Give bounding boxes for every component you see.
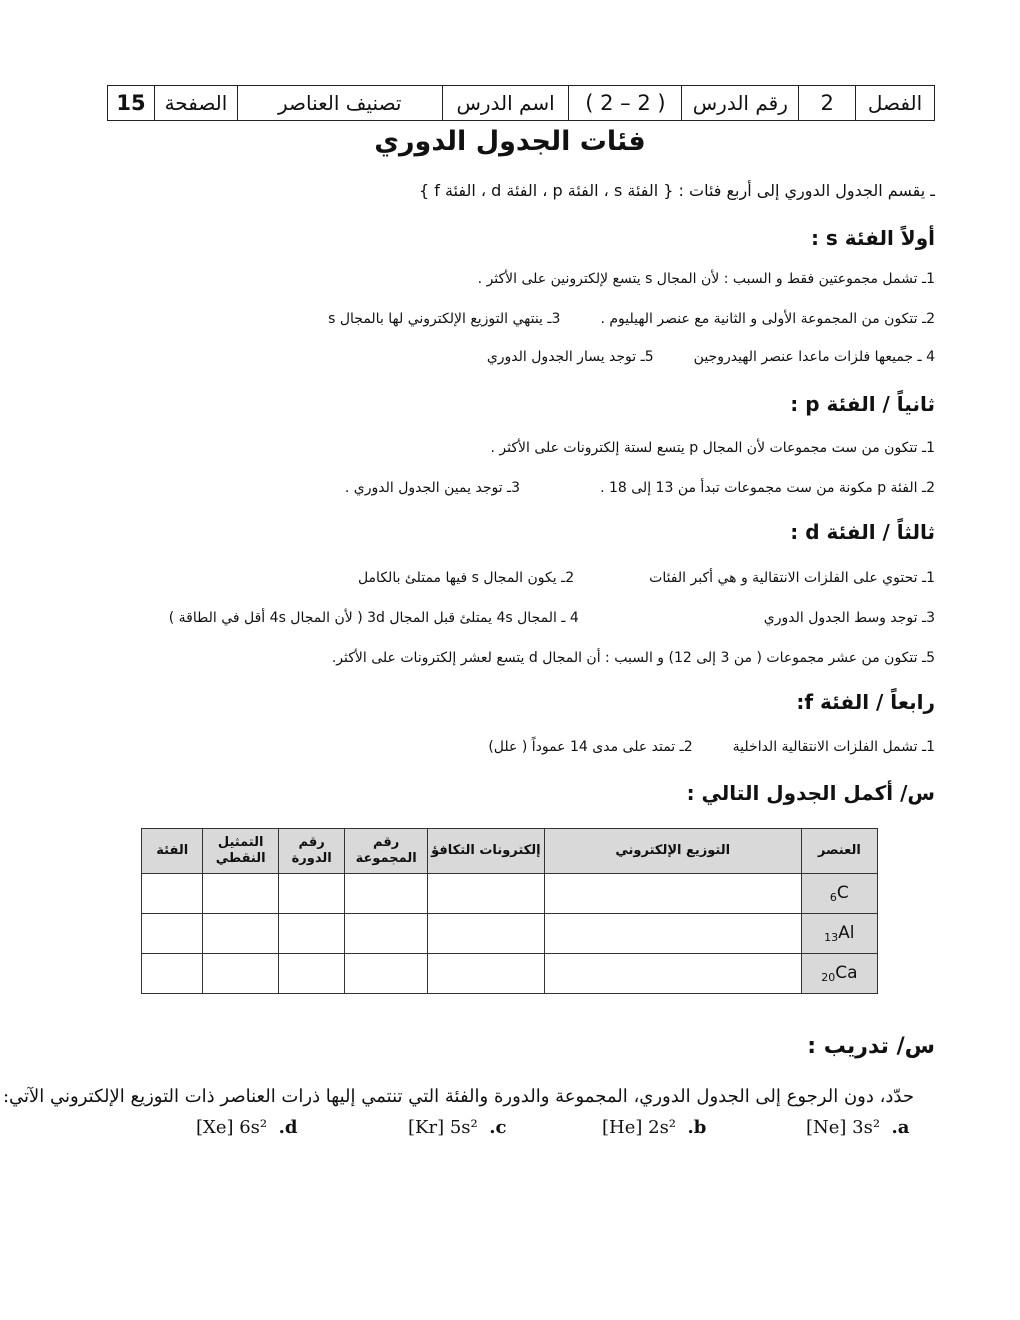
answer-cell[interactable] <box>142 914 203 954</box>
table-row <box>142 914 878 954</box>
option-d: [Xe] 6s² .d <box>196 1117 298 1138</box>
answer-cell[interactable] <box>345 874 428 914</box>
p-line-2b: 3ـ توجد يمين الجدول الدوري . <box>344 480 521 496</box>
lesson-number-value: ( 2 – 2 ) <box>569 86 682 121</box>
page-label: الصفحة <box>154 86 237 121</box>
page-number: 15 <box>108 86 155 121</box>
section-p-heading: ثانياً / الفئة p : <box>790 392 935 416</box>
lesson-name-value: تصنيف العناصر <box>237 86 442 121</box>
d-line-1 <box>358 570 935 586</box>
lesson-header-table <box>107 85 935 121</box>
p-line-2a: 2ـ الفئة p مكونة من ست مجموعات تبدأ من 13 إلى 18 . <box>600 480 935 496</box>
d-line-2b: 4 ـ المجال 4s يمتلئ قبل المجال 3d ( لأن المجال 4s أقل في الطاقة ) <box>168 610 579 626</box>
section-d-heading: ثالثاً / الفئة d : <box>790 520 935 544</box>
answer-cell[interactable] <box>203 954 278 994</box>
section-s-heading: أولاً الفئة s : <box>810 226 935 250</box>
answer-cell[interactable] <box>278 914 344 954</box>
table-header-row <box>142 829 878 874</box>
answer-cell[interactable] <box>345 954 428 994</box>
answer-cell[interactable] <box>427 914 544 954</box>
header-group: رقم المجموعة <box>345 829 428 874</box>
f-line-1 <box>488 739 935 755</box>
f-line-1b: 2ـ تمتد على مدى 14 عموداً ( علل) <box>488 739 693 755</box>
d-line-1b: 2ـ يكون المجال s فيها ممتلئ بالكامل <box>357 570 575 586</box>
option-b: [He] 2s² .b <box>602 1117 707 1138</box>
s-line-2a: 2ـ تتكون من المجموعة الأولى و الثانية مع عنصر الهيليوم . <box>600 311 935 327</box>
header-period: رقم الدورة <box>278 829 344 874</box>
s-line-3b: 5ـ توجد يسار الجدول الدوري <box>486 349 654 365</box>
answer-cell[interactable] <box>427 874 544 914</box>
s-line-2 <box>328 311 935 327</box>
header-valence: إلكترونات التكافؤ <box>427 829 544 874</box>
answer-cell[interactable] <box>203 914 278 954</box>
answer-cell[interactable] <box>278 874 344 914</box>
training-options <box>0 1117 1020 1143</box>
answer-cell[interactable] <box>142 874 203 914</box>
lesson-number-label: رقم الدرس <box>682 86 799 121</box>
answer-cell[interactable] <box>427 954 544 994</box>
chapter-value: 2 <box>799 86 856 121</box>
table-row <box>142 954 878 994</box>
d-line-2a: 3ـ توجد وسط الجدول الدوري <box>763 610 935 626</box>
training-heading: س/ تدريب : <box>807 1034 935 1059</box>
element-cell: $_{20}$Ca <box>801 954 877 994</box>
s-line-3 <box>487 349 935 365</box>
d-line-1a: 1ـ تحتوي على الفلزات الانتقالية و هي أكبر الفئات <box>649 570 935 586</box>
d-line-2 <box>169 610 935 626</box>
p-line-2 <box>345 480 935 496</box>
lesson-name-label: اسم الدرس <box>442 86 569 121</box>
table-row <box>142 874 878 914</box>
f-line-1a: 1ـ تشمل الفلزات الانتقالية الداخلية <box>732 739 935 755</box>
elements-table <box>141 828 878 994</box>
p-line-1: 1ـ تتكون من ست مجموعات لأن المجال p يتسع لستة إلكترونات على الأكثر . <box>490 440 935 456</box>
header-dot-structure: التمثيل النقطي <box>203 829 278 874</box>
answer-cell[interactable] <box>345 914 428 954</box>
answer-cell[interactable] <box>142 954 203 994</box>
answer-cell[interactable] <box>278 954 344 994</box>
header-block: الفئة <box>142 829 203 874</box>
table-question: س/ أكمل الجدول التالي : <box>686 781 935 805</box>
header-element: العنصر <box>801 829 877 874</box>
s-line-1: 1ـ تشمل مجموعتين فقط و السبب : لأن المجال s يتسع لإلكترونين على الأكثر . <box>477 271 935 287</box>
section-f-heading: رابعاً / الفئة f: <box>796 690 935 714</box>
d-line-3: 5ـ تتكون من عشر مجموعات ( من 3 إلى 12) و السبب : أن المجال d يتسع لعشر إلكترونات على الأكثر. <box>331 650 935 666</box>
answer-cell[interactable] <box>203 874 278 914</box>
option-c: [Kr] 5s² .c <box>408 1117 507 1138</box>
answer-cell[interactable] <box>544 954 801 994</box>
element-cell: $_{13}$Al <box>801 914 877 954</box>
intro-line: ـ يقسم الجدول الدوري إلى أربع فئات : { الفئة s ، الفئة p ، الفئة d ، الفئة f } <box>418 181 935 200</box>
s-line-2b: 3ـ ينتهي التوزيع الإلكتروني لها بالمجال s <box>328 311 561 327</box>
header-configuration: التوزيع الإلكتروني <box>544 829 801 874</box>
answer-cell[interactable] <box>544 874 801 914</box>
answer-cell[interactable] <box>544 914 801 954</box>
page-title: فئات الجدول الدوري <box>374 126 646 157</box>
training-question: حدّد، دون الرجوع إلى الجدول الدوري، المجموعة والدورة والفئة التي تنتمي إليها ذرات العناصر ذات التوزيع الإلكتروني الآتي: <box>2 1086 914 1107</box>
element-cell: $_6$C <box>801 874 877 914</box>
s-line-3a: 4 ـ جميعها فلزات ماعدا عنصر الهيدروجين <box>693 349 935 365</box>
chapter-label: الفصل <box>856 86 935 121</box>
option-a: [Ne] 3s² .a <box>806 1117 910 1138</box>
